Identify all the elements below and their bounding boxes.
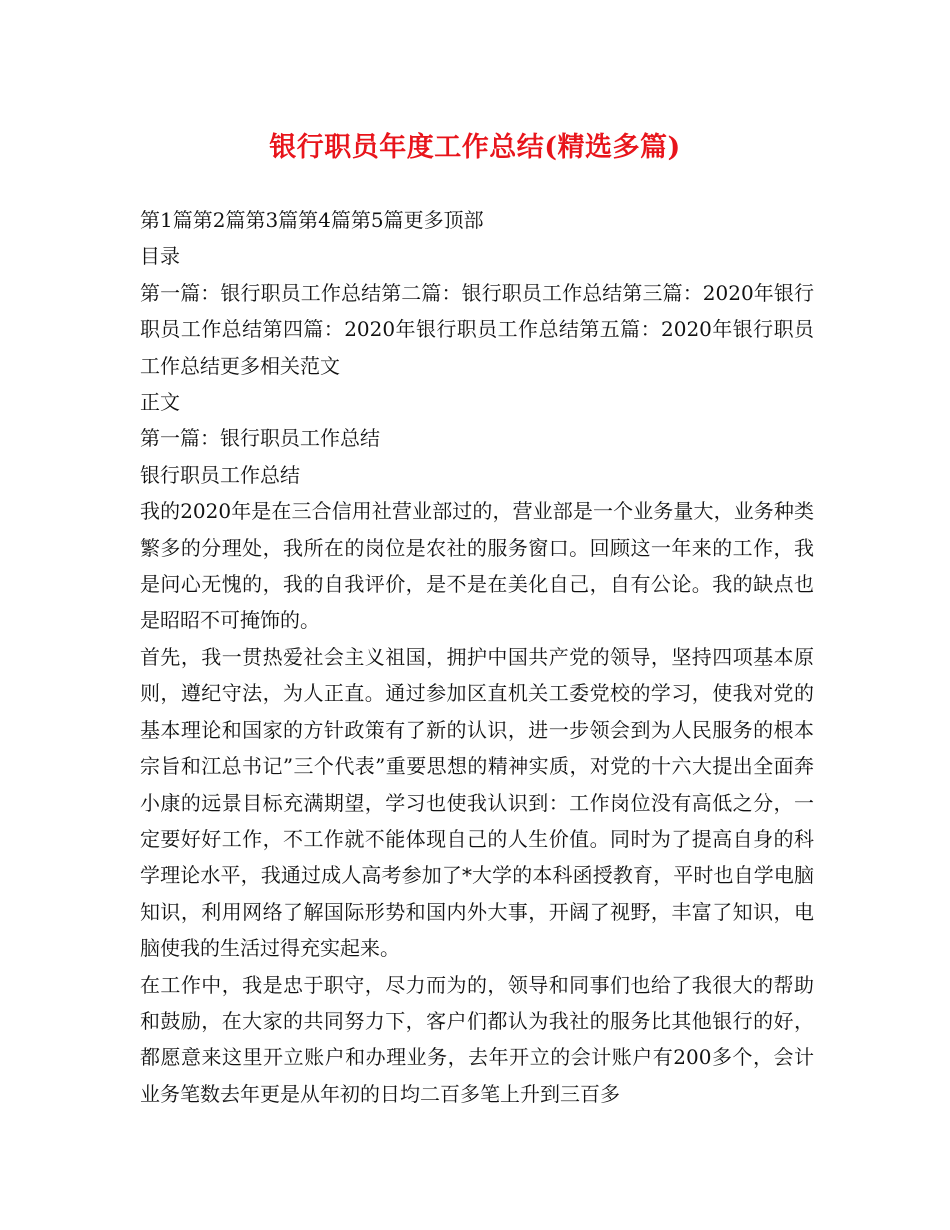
body-heading: 正文 [140, 390, 180, 415]
chapter-subtitle: 银行职员工作总结 [140, 462, 300, 487]
body-paragraph: 我的2020年是在三合信用社营业部过的，营业部是一个业务量大，业务种类繁多的分理处，我所在的岗位是农社的服务窗口。回顾这一年来的工作，我是问心无愧的，我的自我评价，是不是在美化自己，自有公论。我的缺点也是昭昭不可掩饰的。 [140, 499, 814, 633]
document-title: 银行职员年度工作总结(精选多篇) [269, 132, 681, 163]
toc-heading: 目录 [140, 244, 180, 269]
toc-entries: 第一篇：银行职员工作总结第二篇：银行职员工作总结第三篇：2020年银行职员工作总结第四篇：2020年银行职员工作总结第五篇：2020年银行职员工作总结更多相关范文 [140, 280, 814, 378]
chapter-heading: 第一篇：银行职员工作总结 [140, 426, 380, 451]
body-paragraph: 首先，我一贯热爱社会主义祖国，拥护中国共产党的领导，坚持四项基本原则，遵纪守法，为人正直。通过参加区直机关工委党校的学习，使我对党的基本理论和国家的方针政策有了新的认识，进一步领会到为人民服务的根本宗旨和江总书记”三个代表”重要思想的精神实质，对党的十六大提出全面奔小康的远景目标充满期望，学习也使我认识到：工作岗位没有高低之分，一定要好好工作，不工作就不能体现自己的人生价值。同时为了提高自身的科学理论水平，我通过成人高考参加了*大学的本科函授教育，平时也自学电脑知识，利用网络了解国际形势和国内外大事，开阔了视野，丰富了知识，电脑使我的生活过得充实起来。 [140, 644, 814, 961]
section-nav-line: 第1篇第2篇第3篇第4篇第5篇更多顶部 [140, 208, 484, 232]
document-body [140, 202, 814, 1112]
body-paragraph: 在工作中，我是忠于职守，尽力而为的，领导和同事们也给了我很大的帮助和鼓励，在大家的共同努力下，客户们都认为我社的服务比其他银行的好，都愿意来这里开立账户和办理业务，去年开立的会计账户有200多个，会计业务笔数去年更是从年初的日均二百多笔上升到三百多 [140, 972, 814, 1106]
